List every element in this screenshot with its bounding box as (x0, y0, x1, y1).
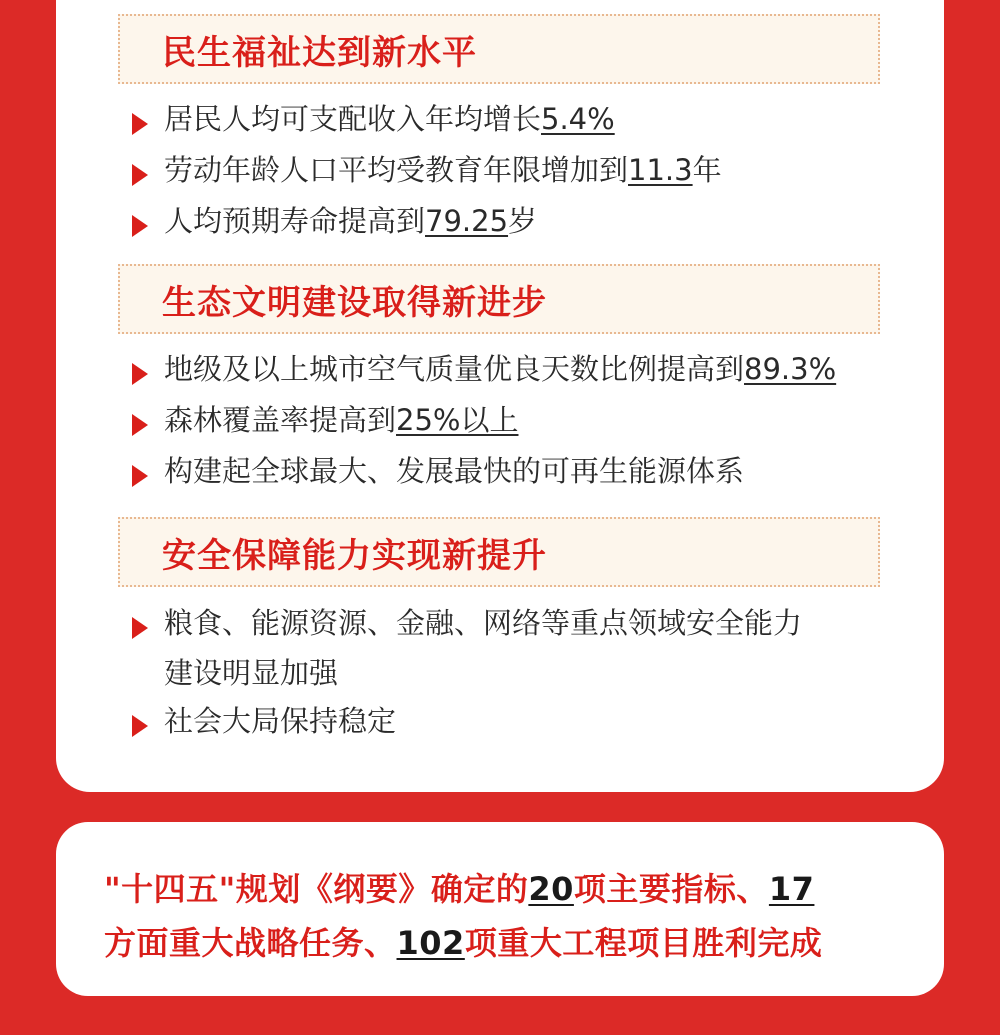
item-text: 劳动年龄人口平均受教育年限增加到 (164, 153, 629, 187)
list-item (132, 606, 803, 698)
item-text: 人均预期寿命提高到 (164, 204, 426, 238)
item-text: 居民人均可支配收入年均增长 (164, 102, 542, 136)
triangle-bullet-icon (132, 215, 148, 237)
summary-text: 项主要指标、 (573, 870, 769, 908)
summary-number: 20 (528, 870, 574, 908)
item-number: 89.3% (744, 352, 837, 386)
summary-text: 项重大工程项目胜利完成 (464, 924, 823, 962)
item-text: 社会大局保持稳定 (164, 704, 397, 738)
item-text: 地级及以上城市空气质量优良天数比例提高到 (164, 352, 745, 386)
item-suffix: 岁 (508, 204, 538, 238)
section-title: 生态文明建设取得新进步 (162, 282, 547, 323)
item-number: 11.3 (628, 153, 693, 187)
summary-line-1 (104, 864, 814, 910)
section-header-security (118, 517, 880, 587)
summary-number: 17 (768, 870, 815, 908)
summary-number: 102 (396, 924, 465, 962)
item-text: 粮食、能源资源、金融、网络等重点领域安全能力 (164, 606, 803, 640)
triangle-bullet-icon (132, 363, 148, 385)
item-number: 79.25 (425, 204, 509, 238)
triangle-bullet-icon (132, 617, 148, 639)
list-item (132, 204, 538, 246)
summary-text: "十四五"规划《纲要》确定的 (104, 870, 529, 908)
triangle-bullet-icon (132, 465, 148, 487)
list-item (132, 153, 722, 195)
list-item (132, 102, 615, 144)
triangle-bullet-icon (132, 715, 148, 737)
section-header-ecology (118, 264, 880, 334)
summary-text: 方面重大战略任务、 (104, 924, 397, 962)
item-text: 构建起全球最大、发展最快的可再生能源体系 (164, 454, 745, 488)
item-text-continued: 建设明显加强 (164, 656, 339, 690)
list-item (132, 454, 745, 496)
triangle-bullet-icon (132, 113, 148, 135)
item-text: 森林覆盖率提高到 (164, 403, 397, 437)
list-item (132, 403, 519, 445)
list-item (132, 352, 837, 394)
item-number: 5.4% (541, 102, 615, 136)
section-header-livelihood (118, 14, 880, 84)
item-suffix: 年 (692, 153, 722, 187)
list-item (132, 704, 397, 746)
triangle-bullet-icon (132, 414, 148, 436)
section-title: 民生福祉达到新水平 (162, 32, 477, 73)
item-number: 25%以上 (396, 403, 519, 437)
section-title: 安全保障能力实现新提升 (162, 535, 547, 576)
summary-line-2 (104, 918, 822, 964)
triangle-bullet-icon (132, 164, 148, 186)
